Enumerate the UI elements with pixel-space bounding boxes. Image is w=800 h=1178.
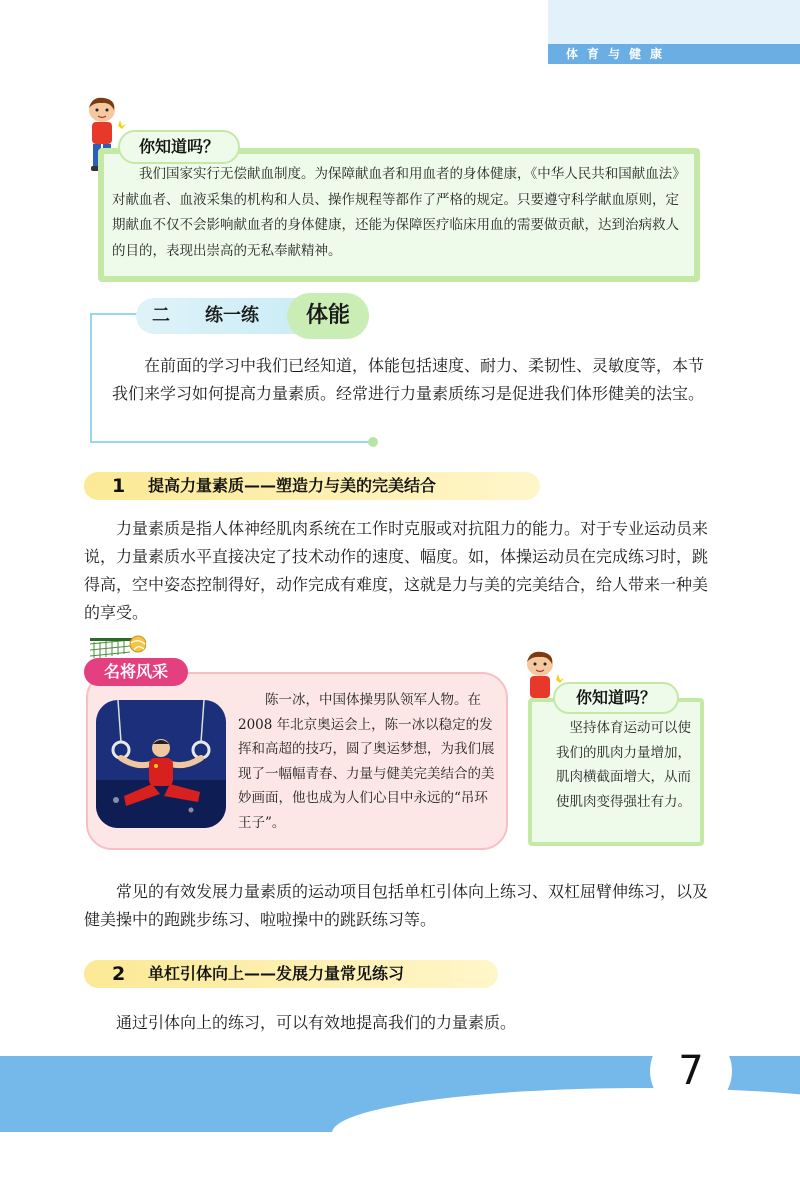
section-frame-line-bottom <box>90 441 372 443</box>
gymnast-rings-icon <box>96 700 226 828</box>
common-exercises-paragraph: 常见的有效发展力量素质的运动项目包括单杠引体向上练习、双杠屈臂伸练习，以及健美操中的跑跳步练习、啦啦操中的跳跃练习等。 <box>84 882 709 929</box>
did-you-know-text: 我们国家实行无偿献血制度。为保障献血者和用血者的身体健康，《中华人民共和国献血法》对献血者、血液采集的机构和人员、操作规程等都作了严格的规定。只要遵守科学献血原则，定期献血不仅不会影响献血者的身体健康，还能为保障医疗临床用血的需要做贡献，达到治病救人的目的，表现出崇高的无私奉献精神。 <box>112 166 686 259</box>
strength-paragraph: 力量素质是指人体神经肌肉系统在工作时克服或对抗阻力的能力。对于专业运动员来说，力量素质水平直接决定了技术动作的速度、幅度。如，体操运动员在完成练习时，跳得高，空中姿态控制得好，动作完成有难度，这就是力与美的完美结合，给人带来一种美的享受。 <box>84 519 709 622</box>
heading-1-text: 提高力量素质——塑造力与美的完美结合 <box>148 476 437 495</box>
pullup-paragraph: 通过引体向上的练习，可以有效地提高我们的力量素质。 <box>116 1013 517 1032</box>
section-frame-line <box>90 313 92 441</box>
did-you-know-title-2: 你知道吗？ <box>553 682 679 714</box>
book-title: 体育与健康 <box>566 47 672 61</box>
champion-text: 陈一冰，中国体操男队领军人物。在 2008 年北京奥运会上，陈一冰以稳定的发挥和高超的技巧，圆了奥运梦想，为我们展现了一幅幅青春、力量与健美完美结合的美妙画面，他也成为人们心目中永远的“吊环王子”。 <box>238 692 495 831</box>
gymnast-photo <box>96 700 226 828</box>
heading-2-number: 2 <box>112 963 126 985</box>
champion-tag: 名将风采 <box>84 658 188 686</box>
did-you-know-title: 你知道吗？ <box>118 130 240 164</box>
intro-paragraph: 在前面的学习中我们已经知道，体能包括速度、耐力、柔韧性、灵敏度等，本节我们来学习如何提高力量素质。经常进行力量素质练习是促进我们体形健美的法宝。 <box>112 356 705 403</box>
section-frame-dot <box>368 437 378 447</box>
page-number: 7 <box>650 1030 732 1112</box>
section-title: 体能 <box>287 293 369 339</box>
section-subtitle: 练一练 <box>205 305 259 326</box>
header-band <box>548 0 800 44</box>
heading-1-number: 1 <box>112 475 126 497</box>
volleyball-net-icon <box>90 634 146 660</box>
did-you-know-text-2: 坚持体育运动可以使我们的肌肉力量增加，肌肉横截面增大，从而使肌肉变得强壮有力。 <box>556 720 691 810</box>
section-number: 二 <box>152 305 170 326</box>
heading-2-text: 单杠引体向上——发展力量常见练习 <box>148 964 405 983</box>
section-frame-line-top <box>90 313 138 315</box>
